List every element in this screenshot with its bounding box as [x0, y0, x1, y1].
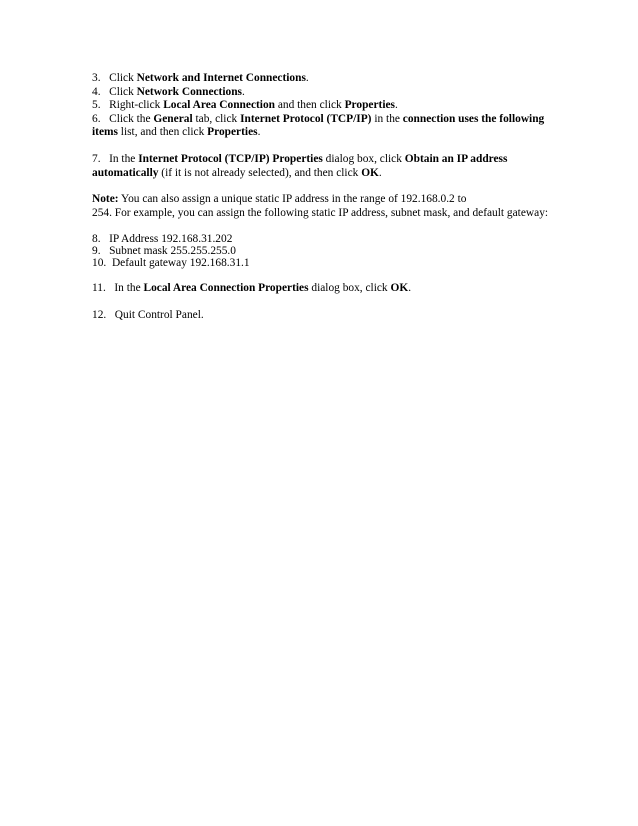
note-line-2 [92, 207, 562, 221]
spacer [92, 269, 562, 282]
step-text: and then click [275, 99, 345, 112]
step-bold-text: Internet Protocol (TCP/IP) Properties [138, 152, 323, 165]
step-7-line-1 [92, 153, 562, 167]
step-bold-text: items [92, 126, 118, 139]
step-text: Click [109, 85, 137, 98]
step-6-line-1 [92, 113, 562, 127]
step-12 [92, 309, 562, 323]
step-number: 8. [92, 233, 101, 246]
step-bold-text: OK [390, 282, 409, 295]
step-9 [92, 245, 562, 257]
step-text: In the [109, 152, 139, 165]
step-text: Right-click [109, 99, 164, 112]
step-number: 4. [92, 85, 101, 98]
step-number: 3. [92, 72, 101, 84]
step-text: dialog box, click [308, 282, 391, 295]
step-bold-text: Local Area Connection [163, 99, 275, 112]
step-bold-text: Internet Protocol (TCP/IP) [240, 112, 372, 125]
step-bold-text: General [153, 112, 193, 125]
step-bold-text: Network and Internet Connections [136, 72, 306, 84]
step-bold-text: automatically [92, 166, 159, 179]
note-label: Note: [92, 193, 119, 206]
step-4 [92, 86, 562, 100]
step-number: 6. [92, 112, 101, 125]
step-number: 9. [92, 245, 101, 258]
step-text: (if it is not already selected), and then click [158, 166, 362, 179]
step-text: . [241, 85, 245, 98]
step-11 [92, 282, 562, 296]
step-text: In the [114, 282, 144, 295]
step-8 [92, 233, 562, 245]
step-number: 10. [92, 257, 107, 270]
instructions-body [92, 72, 562, 323]
step-text: . [257, 126, 261, 139]
step-bold-text: Properties [207, 126, 258, 139]
step-text: Click the [109, 112, 154, 125]
step-bold-text: Network Connections [136, 85, 242, 98]
note-text: You can also assign a unique static IP address in the range of 192.168.0.2 to [118, 193, 467, 206]
step-text: . [395, 99, 398, 112]
note-line-1 [92, 193, 562, 207]
spacer [92, 180, 562, 193]
step-text: IP Address 192.168.31.202 [109, 233, 233, 246]
step-text: tab, click [192, 112, 241, 125]
step-text: list, and then click [117, 126, 208, 139]
step-number: 12. [92, 308, 107, 321]
spacer [92, 140, 562, 153]
step-text: in the [371, 112, 403, 125]
step-6-line-2 [92, 126, 562, 140]
step-3 [92, 72, 562, 86]
step-text: Subnet mask 255.255.255.0 [109, 245, 236, 258]
step-number: 5. [92, 99, 101, 112]
step-bold-text: Local Area Connection Properties [143, 282, 309, 295]
step-number: 11. [92, 282, 106, 295]
step-text: . [378, 166, 382, 179]
step-bold-text: Properties [344, 99, 395, 112]
note-text: 254. For example, you can assign the following static IP address, subnet mask, and default gateway: [92, 206, 549, 219]
step-10 [92, 257, 562, 269]
step-number: 7. [92, 152, 101, 165]
spacer [92, 296, 562, 309]
step-7-line-2 [92, 167, 562, 181]
step-bold-text: connection uses the following [402, 112, 545, 125]
step-text: Default gateway 192.168.31.1 [111, 257, 250, 270]
step-text: Quit Control Panel. [114, 308, 204, 321]
step-bold-text: OK [361, 166, 379, 179]
step-text: . [408, 282, 412, 295]
step-text: dialog box, click [322, 152, 405, 165]
step-5 [92, 99, 562, 113]
step-text: Click [109, 72, 137, 84]
step-text: . [305, 72, 309, 84]
spacer [92, 220, 562, 233]
step-bold-text: Obtain an IP address [404, 152, 508, 165]
